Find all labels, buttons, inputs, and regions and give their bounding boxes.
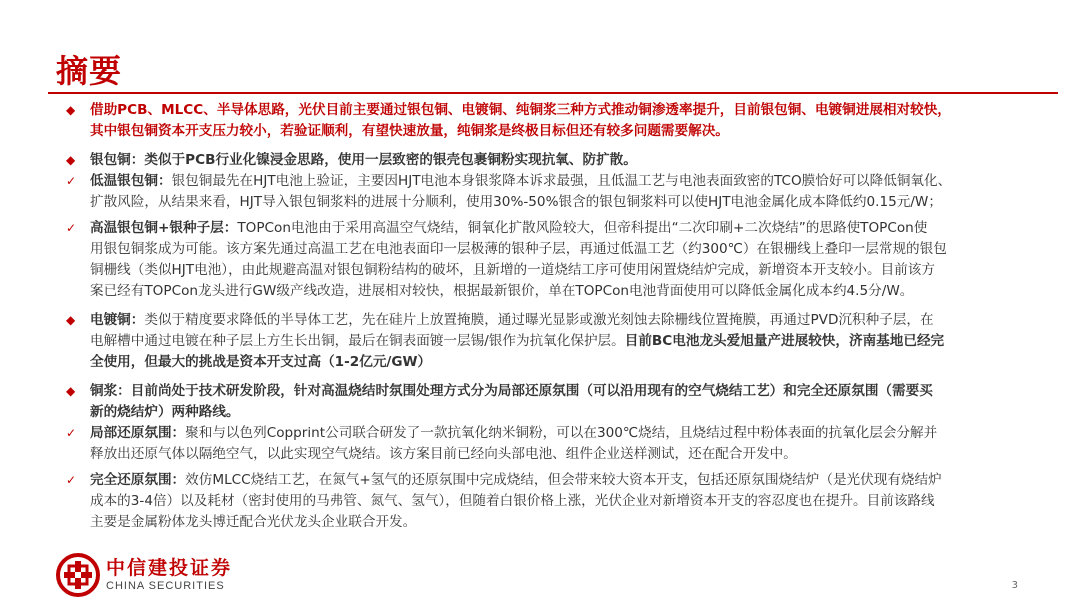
sub-full-reduction: ✓ 完全还原氛围：效仿MLCC烧结工艺，在氮气+氢气的还原氛围中完成烧结，但会带来较大资本开支，包括还原氛围烧结炉（是光伏现有烧结炉 成本的3-4倍）以及耗材（密封使用的马弗管、氮气、氢气），但随着白银价格上涨，光伏企业对新增资本开支的容忍度也在提升。目前该路线 主要是金属粉体龙头博迁配合光伏龙头企业联合开发。 bbox=[66, 472, 942, 530]
diamond-bullet-icon: ◆ bbox=[66, 103, 76, 117]
company-logo bbox=[56, 553, 232, 597]
citic-logo-icon bbox=[56, 553, 100, 597]
check-bullet-icon: ✓ bbox=[66, 426, 77, 440]
logo-english-name: CHINA SECURITIES bbox=[106, 580, 225, 592]
check-bullet-icon: ✓ bbox=[66, 473, 77, 487]
bullet-electroplated-copper: ◆ 电镀铜：类似于精度要求降低的半导体工艺，先在硅片上放置掩膜，通过曝光显影或激光刻蚀去除栅线位置掩膜，再通过PVD沉积种子层，在 电解槽中通过电镀在种子层上方生长出铜，最后在铜表面镀一层锡/银作为抗氧化保护层。目前BC电池龙头爱旭量产进展较快，济南基地已经完 全使用，但最大的挑战是资本开支过高（1-2亿元/GW） bbox=[66, 312, 945, 370]
diamond-bullet-icon: ◆ bbox=[66, 313, 76, 327]
check-bullet-icon: ✓ bbox=[66, 174, 77, 188]
bullet-copper-paths: ◆ 借助PCB、MLCC、半导体思路，光伏目前主要通过银包铜、电镀铜、纯铜浆三种方式推动铜渗透率提升，目前银包铜、电镀铜进展相对较快， 其中银包铜资本开支压力较小，若验证顺利，有望快速放量，纯铜浆是终极目标但还有较多问题需要解决。 bbox=[66, 102, 951, 139]
diamond-bullet-icon: ◆ bbox=[66, 384, 76, 398]
sub-high-temp: ✓ 高温银包铜+银种子层：TOPCon电池由于采用高温空气烧结，铜氧化扩散风险较大，但帝科提出“二次印刷+二次烧结”的思路使TOPCon使 用银包铜浆成为可能。该方案先通过高温工艺在电池表面印一层极薄的银种子层，再通过低温工艺（约300℃）在银栅线上叠印一层常规的银包 铜栅线（类似HJT电池），由此规避高温对银包铜粉结构的破坏，且新增的一道烧结工序可使用闲置烧结炉完成，新增资本开支较小。目前该方 案已经有TOPCon龙头进行GW级产线改造，进展相对较快，根据最新银价，单在TOPCon电池背面使用可以降低金属化成本约4.5分/W。 bbox=[66, 220, 947, 299]
bullet-silver-coated-copper: ◆ 银包铜：类似于PCB行业化镍浸金思路，使用一层致密的银壳包裹铜粉实现抗氧、防扩散。 bbox=[56, 150, 1026, 171]
sub-low-temp: ✓ 低温银包铜：银包铜最先在HJT电池上验证，主要因HJT电池本身银浆降本诉求最强，且低温工艺与电池表面致密的TCO膜恰好可以降低铜氧化、 扩散风险，从结果来看，HJT导入银包铜浆料的进展十分顺利，使用30%-50%银含的银包铜浆料可以使HJT电池金属化成本降低约0.15元/W； bbox=[66, 173, 952, 210]
diamond-bullet-icon: ◆ bbox=[66, 153, 76, 167]
page-title: 摘要 bbox=[56, 52, 123, 90]
bullet-copper-paste: ◆ 铜浆：目前尚处于技术研发阶段，针对高温烧结时氛围处理方式分为局部还原氛围（可以沿用现有的空气烧结工艺）和完全还原氛围（需要买 新的烧结炉）两种路线。 bbox=[66, 383, 933, 420]
sub-partial-reduction: ✓ 局部还原氛围：聚和与以色列Copprint公司联合研发了一款抗氧化纳米铜粉，可以在300℃烧结，且烧结过程中粉体表面的抗氧化层会分解并 释放出还原气体以隔绝空气，以此实现空气烧结。该方案目前已经向头部电池、组件企业送样测试，还在配合开发中。 bbox=[66, 425, 938, 462]
check-bullet-icon: ✓ bbox=[66, 221, 77, 235]
summary-content bbox=[56, 100, 1026, 533]
logo-chinese-name: 中信建投证券 bbox=[106, 557, 233, 579]
page-number: 3 bbox=[1011, 580, 1018, 591]
title-divider bbox=[48, 92, 1058, 94]
